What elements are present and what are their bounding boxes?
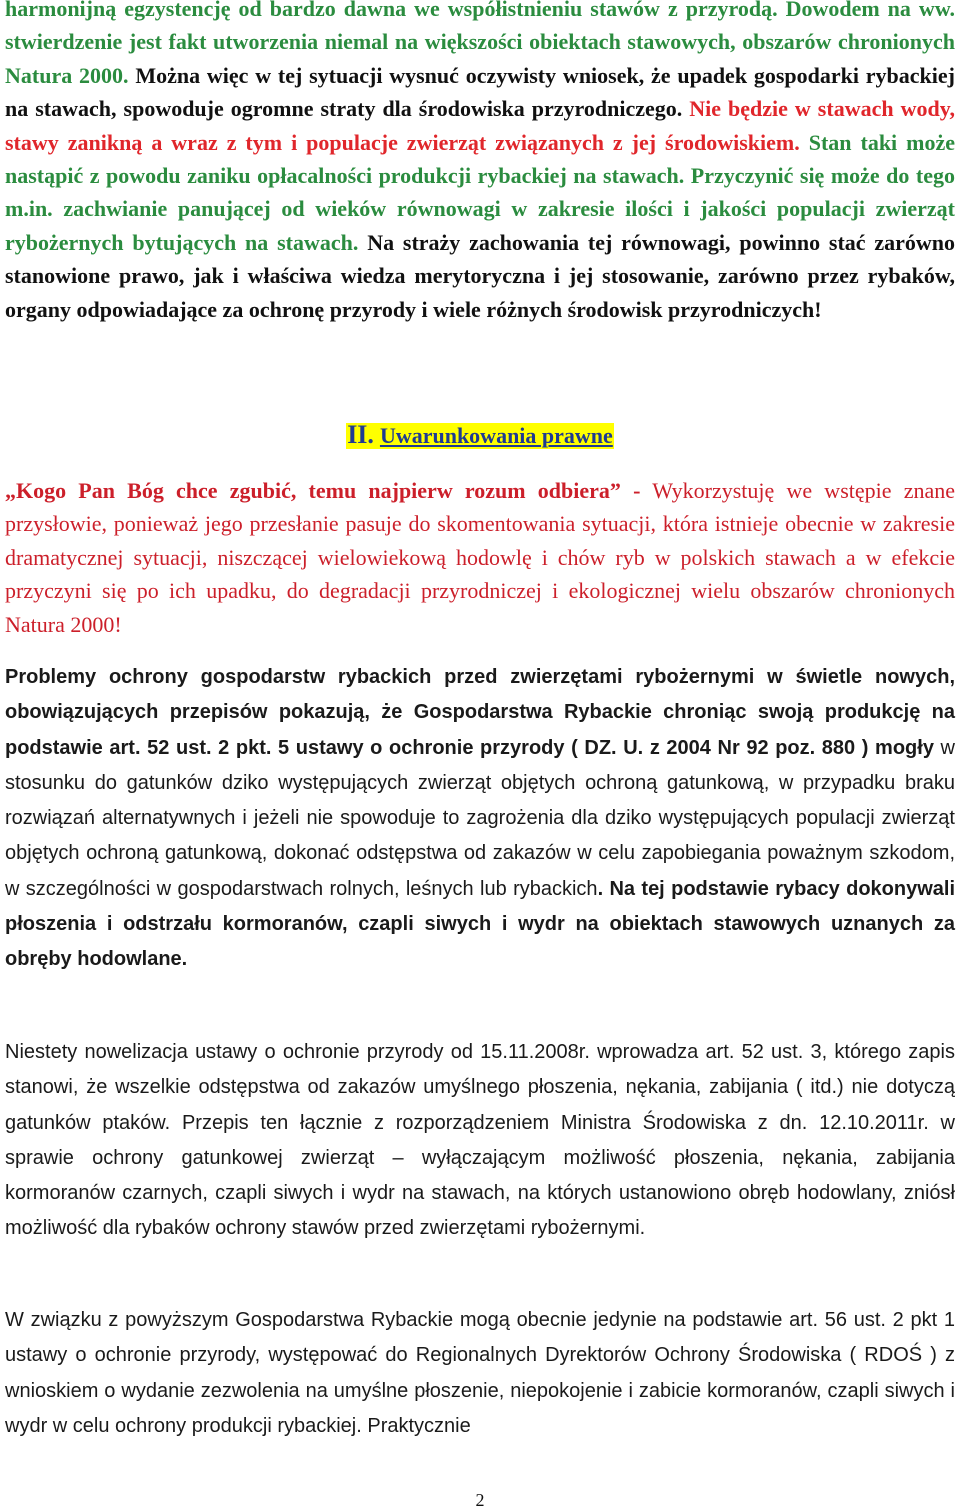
paragraph-legal-basis <box>5 660 955 978</box>
text-green-2: Stan taki może nastąpić z powodu zaniku opłacalności produkcji rybackiej na stawach. Przyczynić się może do tego m.in. zachwianie panującej od wieków równowagi w zakresie ilości i jakości populacji zwierząt rybożernych bytujących na stawach. <box>5 129 955 255</box>
page-number: 2 <box>475 1490 485 1510</box>
paragraph-amendment: Niestety nowelizacja ustawy o ochronie przyrody od 15.11.2008r. wprowadza art. 52 ust. 3, którego zapis stanowi, że wszelkie odstępstwa od zakazów umyślnego płoszenia, nękania, zabijania ( itd.) nie dotyczą gatunków ptaków. Przepis ten łącznie z rozporządzeniem Ministra Środowiska z dn. 12.10.2011r. w sprawie ochrony gatunkowej zwierząt – wyłączającym możliwość płoszenia, nękania, zabijania kormoranów czarnych, czapli siwych i wydr na stawach, na których ustanowiono obręb hodowlany, zniósł możliwość dla rybaków ochrony stawów przed zwierzętami rybożernymi. <box>5 1041 955 1240</box>
paragraph-proverb <box>5 474 955 641</box>
section-title: Uwarunkowania prawne <box>379 423 613 448</box>
text-black-2: Na straży zachowania tej równowagi, powinno stać zarówno stanowione prawo, jak i właściwa wiedza merytoryczna i jej stosowanie, zarówno przez rybaków, organy odpowiadające za ochronę przyrody i wiele różnych środowisk przyrodniczych! <box>5 229 955 322</box>
paragraph-natura-2000 <box>5 0 955 326</box>
legal-basis-bold-2: . Na tej podstawie rybacy dokonywali płoszenia i odstrzału kormoranów, czapli siwych i wydr na obiektach stawowych uznanych za obręby hodowlane. <box>5 877 956 971</box>
proverb-commentary: Wykorzystuję we wstępie znane przysłowie, ponieważ jego przesłanie pasuje do skomentowania sytuacji, która istnieje obecnie w zakresie dramatycznej sytuacji, niszczącej wielowiekową hodowlę i chów ryb w polskich stawach a w efekcie przyczyni się po ich upadku, do degradacji przyrodniczej i ekologicznej wielu obszarów chronionych Natura 2000! <box>5 478 955 637</box>
legal-basis-normal: w stosunku do gatunków dziko występujących zwierząt objętych ochroną gatunkową, w przypadku braku rozwiązań alternatywnych i jeżeli nie spowoduje to zagrożenia dla dziko występujących populacji zwierząt objętych ochroną gatunkową, dokonać odstępstwa od zakazów w celu zapobiegania poważnym szkodom, w szczególności w gospodarstwach rolnych, leśnych lub rybackich <box>5 736 956 900</box>
text-green-1: harmonijną egzystencję od bardzo dawna we współistnieniu stawów z przyrodą. Dowodem na ww. stwierdzenie jest fakt utworzenia niemal na większości obiektach stawowych, obszarów chronionych Natura 2000. <box>5 0 955 88</box>
text-red-1: Nie będzie w stawach wody, stawy zanikną a wraz z tym i populacje zwierząt związanych z jej środowiskiem. <box>5 96 955 155</box>
proverb-quote: „Kogo Pan Bóg chce zgubić, temu najpierw rozum odbiera” - <box>5 478 641 503</box>
paragraph-rdos: W związku z powyższym Gospodarstwa Rybackie mogą obecnie jedynie na podstawie art. 56 ust. 2 pkt 1 ustawy o ochronie przyrody, występować do Regionalnych Dyrektorów Ochrony Środowiska ( RDOŚ ) z wnioskiem o wydanie zezwolenia na umyślne płoszenie, niepokojenie i zabicie kormoranów, czapli siwych i wydr w celu ochrony produkcji rybackiej. Praktycznie <box>5 1309 955 1437</box>
text-black-1: Można więc w tej sytuacji wysnuć oczywisty wniosek, że upadek gospodarki rybackiej na stawach, spowoduje ogromne straty dla środowiska przyrodniczego. <box>5 62 955 122</box>
heading-highlight <box>346 420 614 449</box>
legal-basis-bold-1: Problemy ochrony gospodarstw rybackich przed zwierzętami rybożernymi w świetle nowych, obowiązujących przepisów pokazują, że Gospodarstwa Rybackie chroniąc swoją produkcję na podstawie art. 52 ust. 2 pkt. 5 ustawy o ochronie przyrody ( DZ. U. z 2004 Nr 92 poz. 880 ) mogły <box>5 666 955 759</box>
section-heading <box>0 416 960 455</box>
section-number: II. <box>347 420 374 449</box>
